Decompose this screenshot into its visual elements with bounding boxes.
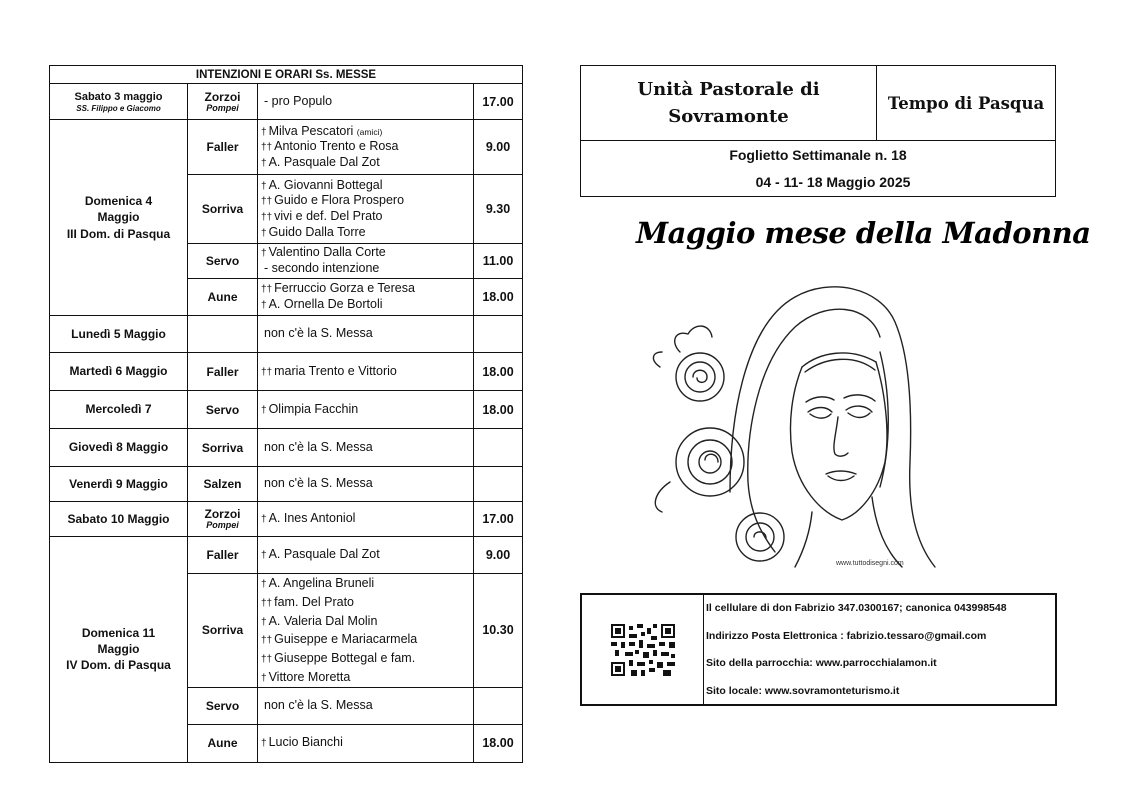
cross-icon: †: [261, 550, 267, 562]
time-cell: 10.30: [474, 574, 523, 688]
table-row: [50, 467, 523, 502]
intention-line: Milva Pescatori: [268, 123, 354, 138]
intention-cell: [258, 120, 474, 175]
intention-cell: non c'è la S. Messa: [258, 316, 474, 353]
time-cell: 9.00: [474, 120, 523, 175]
intention-line: vivi e def. Del Prato: [274, 209, 383, 223]
place-cell: [188, 502, 258, 537]
day-cell: [50, 120, 188, 316]
time-cell: 11.00: [474, 244, 523, 279]
place-cell: [188, 84, 258, 120]
intention-line: Olimpia Facchin: [268, 401, 359, 416]
table-row: [50, 391, 523, 429]
day-cell: Lunedì 5 Maggio: [50, 316, 188, 353]
intention-line: - secondo intenzione: [264, 261, 380, 275]
rose-icon: [676, 428, 744, 496]
place-cell: Sorriva: [188, 175, 258, 244]
leaflet-number: Foglietto Settimanale n. 18: [729, 146, 907, 163]
cross-icon: †: [261, 514, 267, 526]
illustration-credit: www.tuttodisegni.com: [836, 560, 904, 567]
day-label: Domenica 11: [81, 625, 156, 640]
day-label: Maggio: [97, 210, 140, 225]
day-label: Domenica 4: [84, 194, 153, 209]
saints-label: SS. Filippo e Giacomo: [76, 103, 161, 113]
intention-cell: [258, 391, 474, 429]
cross-icon: ††: [261, 366, 273, 378]
time-cell: 18.00: [474, 279, 523, 316]
time-cell: 17.00: [474, 502, 523, 537]
day-cell: [50, 84, 188, 120]
place-cell: Sorriva: [188, 429, 258, 467]
place-label: Zorzoi: [204, 507, 241, 522]
leaflet-dates: 04 - 11- 18 Maggio 2025: [755, 173, 911, 190]
table-row: [50, 84, 523, 120]
intention-cell: non c'è la S. Messa: [258, 429, 474, 467]
intention-line: A. Pasquale Dal Zot: [268, 154, 380, 169]
intention-line: Guiseppe e Mariacarmela: [274, 632, 418, 647]
place-cell: Aune: [188, 279, 258, 316]
time-cell: [474, 429, 523, 467]
cross-icon: †: [261, 300, 267, 311]
place-cell: Faller: [188, 537, 258, 574]
day-label: III Dom. di Pasqua: [66, 226, 171, 241]
cross-icon: †: [261, 579, 267, 590]
cross-icon: ††: [261, 284, 273, 296]
intention-line: maria Trento e Vittorio: [274, 363, 397, 378]
day-label: Maggio: [97, 642, 140, 657]
intention-note: (amici): [356, 126, 383, 137]
place-cell: Faller: [188, 120, 258, 175]
qr-code-icon[interactable]: [611, 624, 675, 676]
day-cell: Giovedì 8 Maggio: [50, 429, 188, 467]
place-cell: Servo: [188, 391, 258, 429]
cross-icon: ††: [261, 654, 273, 665]
cross-icon: †: [261, 227, 267, 239]
rose-icon: [675, 326, 724, 401]
cross-icon: †: [261, 672, 267, 684]
intention-cell: non c'è la S. Messa: [258, 467, 474, 502]
cross-icon: †: [261, 616, 267, 628]
table-row: [50, 316, 523, 353]
intention-line: Ferruccio Gorza e Teresa: [274, 281, 415, 296]
local-website-link[interactable]: Sito locale: www.sovramonteturismo.it: [706, 684, 900, 697]
cross-icon: †: [261, 738, 267, 750]
intention-line: A. Ornella De Bortoli: [268, 297, 383, 311]
parish-unit-line: Sovramonte: [668, 106, 789, 127]
bulletin-header: [580, 65, 1056, 197]
intention-cell: [258, 175, 474, 244]
day-cell: Martedì 6 Maggio: [50, 353, 188, 391]
parish-website-link[interactable]: Sito della parrocchia: www.parrocchialamon.it: [706, 657, 937, 669]
parish-unit-line: Unità Pastorale di: [637, 79, 820, 100]
intention-line: Vittore Moretta: [268, 669, 351, 684]
time-cell: 9.30: [474, 175, 523, 244]
schedule-title: INTENZIONI E ORARI Ss. MESSE: [50, 66, 523, 84]
cross-icon: †: [261, 126, 267, 138]
rose-icon: [736, 513, 784, 561]
cross-icon: ††: [261, 635, 273, 647]
cross-icon: ††: [261, 196, 273, 208]
intention-cell: [258, 502, 474, 537]
place-cell: Faller: [188, 353, 258, 391]
place-label: Zorzoi: [204, 89, 241, 104]
intention-cell: [258, 724, 474, 762]
mass-schedule-table: [49, 65, 523, 763]
intention-cell: [258, 279, 474, 316]
place-cell: Sorriva: [188, 574, 258, 688]
intention-line: A. Pasquale Dal Zot: [268, 547, 380, 562]
liturgical-season: Tempo di Pasqua: [877, 66, 1055, 141]
madonna-illustration: [580, 282, 1056, 572]
cross-icon: †: [261, 180, 267, 192]
cross-icon: †: [261, 404, 267, 416]
time-cell: 18.00: [474, 391, 523, 429]
cross-icon: †: [261, 248, 267, 260]
intention-cell: [258, 574, 474, 688]
time-cell: [474, 467, 523, 502]
time-cell: 9.00: [474, 537, 523, 574]
cross-icon: ††: [261, 212, 273, 223]
intention-line: A. Angelina Bruneli: [268, 576, 375, 590]
contact-box: [580, 593, 1057, 706]
table-row: [50, 429, 523, 467]
parish-unit-title: [581, 66, 877, 141]
leaflet-info: [581, 141, 1055, 196]
intention-cell: - pro Populo: [258, 84, 474, 120]
intention-line: Giuseppe Bottegal e fam.: [274, 651, 416, 665]
intention-cell: [258, 244, 474, 279]
day-cell: [50, 537, 188, 763]
phone-line: Il cellulare di don Fabrizio 347.0300167; canonica 043998548: [706, 602, 1007, 614]
intention-line: Valentino Dalla Corte: [268, 245, 386, 260]
day-cell: Mercoledì 7: [50, 391, 188, 429]
time-cell: [474, 687, 523, 724]
intention-line: fam. Del Prato: [274, 594, 355, 609]
intention-cell: [258, 537, 474, 574]
time-cell: [474, 316, 523, 353]
day-cell: Sabato 10 Maggio: [50, 502, 188, 537]
intention-line: A. Giovanni Bottegal: [268, 177, 383, 192]
place-cell: Aune: [188, 724, 258, 762]
day-cell: Venerdì 9 Maggio: [50, 467, 188, 502]
qr-code-cell: [582, 595, 704, 704]
email-line[interactable]: Indirizzo Posta Elettronica : fabrizio.tessaro@gmail.com: [706, 629, 987, 642]
place-cell: Servo: [188, 687, 258, 724]
place-cell: [188, 316, 258, 353]
time-cell: 18.00: [474, 724, 523, 762]
intention-cell: non c'è la S. Messa: [258, 687, 474, 724]
table-row: [50, 537, 523, 574]
place-cell: Servo: [188, 244, 258, 279]
table-row: [50, 502, 523, 537]
intention-cell: [258, 353, 474, 391]
feature-title: Maggio mese della Madonna: [636, 216, 1091, 250]
intention-line: A. Valeria Dal Molin: [268, 613, 378, 628]
contact-details: [706, 595, 1056, 705]
cross-icon: †: [261, 157, 267, 169]
intention-line: Antonio Trento e Rosa: [274, 139, 399, 154]
cross-icon: ††: [261, 142, 273, 154]
time-cell: 18.00: [474, 353, 523, 391]
table-row: [50, 120, 523, 175]
cross-icon: ††: [261, 597, 273, 609]
intention-line: Lucio Bianchi: [268, 735, 343, 750]
day-label: Sabato 3 maggio: [74, 90, 163, 103]
place-cell: Salzen: [188, 467, 258, 502]
day-label: IV Dom. di Pasqua: [66, 658, 171, 673]
table-row: [50, 353, 523, 391]
intention-line: A. Ines Antoniol: [268, 511, 356, 526]
intention-line: Guido e Flora Prospero: [274, 193, 405, 208]
place-sub-label: Pompei: [206, 520, 239, 531]
intention-line: Guido Dalla Torre: [268, 224, 366, 239]
place-sub-label: Pompei: [206, 102, 239, 113]
time-cell: 17.00: [474, 84, 523, 120]
